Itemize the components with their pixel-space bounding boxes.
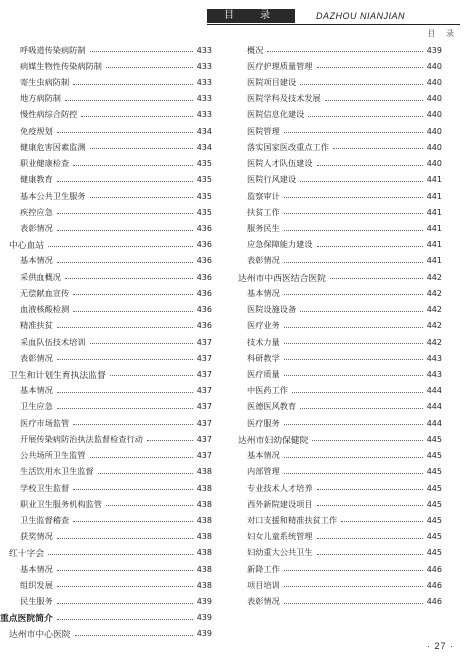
toc-entry-label: 医院学科及技术发展: [247, 93, 321, 104]
toc-entry-label: 科研教学: [247, 352, 280, 363]
toc-entry-label: 卫生和计划生育执法监督: [9, 370, 106, 381]
toc-entry-page: 444: [426, 418, 442, 428]
toc-entry-page: 445: [426, 434, 442, 444]
dot-leader: [300, 407, 423, 409]
dot-leader: [317, 66, 423, 68]
toc-entry-label: 组织发展: [20, 579, 53, 590]
toc-entry-label: 监察审计: [247, 190, 280, 201]
dot-leader: [317, 164, 423, 166]
toc-entry-label: 医院项目建设: [247, 77, 297, 88]
toc-entry[interactable]: [0, 91, 212, 107]
dot-leader: [110, 374, 193, 376]
dot-leader: [75, 634, 193, 636]
toc-entry-page: 437: [196, 434, 212, 444]
toc-entry-page: 436: [196, 272, 212, 282]
dot-leader: [57, 180, 193, 182]
toc-entry-page: 433: [196, 94, 212, 104]
toc-entry[interactable]: [235, 139, 442, 155]
toc-entry-label: 表彰情况: [247, 255, 280, 266]
toc-entry-label: 中心血站: [9, 241, 45, 252]
dot-leader: [57, 407, 193, 409]
toc-entry-label: 表彰情况: [247, 596, 280, 607]
toc-entry-page: 438: [196, 580, 212, 590]
toc-entry-page: 433: [196, 61, 212, 71]
dot-leader: [73, 488, 193, 490]
dot-leader: [73, 520, 193, 522]
toc-entry-page: 440: [426, 110, 442, 120]
toc-entry-label: 妇女儿童系统管理: [247, 531, 313, 542]
dot-leader: [57, 585, 193, 587]
toc-entry[interactable]: [235, 302, 442, 318]
dot-leader: [284, 423, 423, 425]
toc-entry-label: 采供血概况: [20, 271, 61, 282]
toc-entry-label: 医疗质量: [247, 368, 280, 379]
toc-entry-label: 地方病防制: [20, 93, 61, 104]
toc-entry-label: 表彰情况: [20, 223, 53, 234]
toc-entry[interactable]: [0, 561, 212, 577]
toc-entry-page: 439: [196, 597, 212, 607]
toc-entry[interactable]: [0, 431, 212, 447]
toc-entry[interactable]: [235, 545, 442, 561]
dot-leader: [284, 326, 423, 328]
dot-leader: [73, 423, 193, 425]
toc-entry-label: 基本情况: [247, 287, 280, 298]
toc-entry[interactable]: [0, 334, 212, 350]
toc-entry-label: 项目培训: [247, 579, 280, 590]
toc-entry-page: 442: [426, 288, 442, 298]
dot-leader: [57, 131, 193, 133]
toc-entry[interactable]: [0, 302, 212, 318]
toc-entry-page: 445: [426, 483, 442, 493]
toc-entry-label: 基本公共卫生服务: [20, 190, 86, 201]
toc-entry-page: 437: [196, 386, 212, 396]
dot-leader: [57, 537, 193, 539]
toc-entry-label: 服务民生: [247, 223, 280, 234]
toc-entry-page: 436: [196, 288, 212, 298]
toc-entry-label: 达州市中西医结合医院: [238, 273, 326, 284]
toc-entry-label: 获奖情况: [20, 531, 53, 542]
toc-entry-label: 西外新院建设项目: [247, 498, 313, 509]
toc-entry-page: 442: [426, 337, 442, 347]
dot-leader: [300, 180, 423, 182]
toc-entry-page: 439: [196, 613, 212, 623]
toc-entry[interactable]: [0, 512, 212, 528]
toc-entry-page: 435: [196, 191, 212, 201]
dot-leader: [106, 66, 193, 68]
toc-entry-page: 438: [196, 532, 212, 542]
toc-entry-page: 436: [196, 224, 212, 234]
toc-entry-page: 433: [196, 45, 212, 55]
toc-entry[interactable]: [0, 139, 212, 155]
toc-entry-label: 健康危害因素监测: [20, 141, 86, 152]
toc-entry-label: 采血队伍技术培训: [20, 336, 86, 347]
toc-entry[interactable]: [0, 577, 212, 593]
toc-entry-label: 医院人才队伍建设: [247, 158, 313, 169]
toc-entry[interactable]: [235, 561, 442, 577]
toc-entry[interactable]: [235, 237, 442, 253]
dot-leader: [300, 310, 423, 312]
toc-section-heading[interactable]: [0, 545, 212, 561]
toc-entry[interactable]: [0, 42, 212, 58]
dot-leader: [73, 83, 193, 85]
dot-leader: [90, 50, 193, 52]
toc-entry-page: 446: [426, 564, 442, 574]
toc-entry[interactable]: [235, 464, 442, 480]
toc-entry-page: 434: [196, 142, 212, 152]
dot-leader: [57, 212, 193, 214]
toc-entry-page: 438: [196, 515, 212, 525]
toc-section-heading[interactable]: [0, 610, 212, 626]
toc-entry-page: 437: [196, 337, 212, 347]
toc-entry-label: 技术力量: [247, 336, 280, 347]
header-title-box: [207, 9, 295, 23]
toc-entry[interactable]: [0, 204, 212, 220]
toc-entry-label: 内部管理: [247, 466, 280, 477]
toc-entry-page: 438: [196, 467, 212, 477]
toc-entry[interactable]: [0, 156, 212, 172]
toc-entry-page: 433: [196, 110, 212, 120]
toc-entry-label: 慢性病综合防控: [20, 109, 78, 120]
toc-entry-page: 441: [426, 175, 442, 185]
dot-leader: [317, 537, 423, 539]
toc-entry-page: 442: [426, 305, 442, 315]
toc-entry-label: 专业技术人才培养: [247, 482, 313, 493]
toc-entry-page: 436: [196, 240, 212, 250]
toc-entry-page: 441: [426, 224, 442, 234]
toc-entry[interactable]: [235, 318, 442, 334]
toc-entry-page: 440: [426, 142, 442, 152]
toc-entry-label: 开展传染病防治执法监督检查行动: [20, 433, 143, 444]
toc-column-left: [0, 42, 212, 642]
running-header: [207, 9, 460, 23]
toc-entry-page: 433: [196, 78, 212, 88]
toc-entry[interactable]: [0, 593, 212, 609]
toc-entry[interactable]: [235, 58, 442, 74]
toc-entry-label: 医疗护理质量管理: [247, 60, 313, 71]
dot-leader: [284, 342, 423, 344]
toc-entry[interactable]: [235, 107, 442, 123]
header-title: 目 录: [224, 10, 278, 21]
toc-entry[interactable]: [0, 350, 212, 366]
toc-entry[interactable]: [0, 529, 212, 545]
toc-entry-label: 无偿献血宣传: [20, 287, 70, 298]
toc-entry-label: 医德医风教育: [247, 401, 297, 412]
toc-entry-page: 445: [426, 499, 442, 509]
dot-leader: [90, 342, 193, 344]
toc-entry-label: 扶贫工作: [247, 206, 280, 217]
toc-entry-page: 440: [426, 126, 442, 136]
dot-leader: [284, 358, 423, 360]
dot-leader: [147, 439, 193, 441]
toc-entry-label: 医院信息化建设: [247, 109, 305, 120]
toc-entry-label: 红十字会: [9, 549, 45, 560]
toc-entry[interactable]: [0, 415, 212, 431]
dot-leader: [284, 229, 423, 231]
toc-entry-label: 基本情况: [20, 563, 53, 574]
toc-section-heading[interactable]: [0, 237, 212, 253]
toc-entry[interactable]: [0, 74, 212, 90]
toc-entry[interactable]: [0, 123, 212, 139]
dot-leader: [325, 99, 423, 101]
dot-leader: [57, 229, 193, 231]
toc-section-heading[interactable]: [235, 431, 442, 447]
toc-entry-label: 对口支援和精准扶贫工作: [247, 514, 338, 525]
toc-entry-label: 疾控应急: [20, 206, 53, 217]
dot-leader: [48, 553, 193, 555]
toc-entry[interactable]: [0, 447, 212, 463]
toc-entry[interactable]: [235, 366, 442, 382]
dot-leader: [90, 456, 193, 458]
toc-entry[interactable]: [0, 285, 212, 301]
dot-leader: [48, 245, 193, 247]
toc-entry[interactable]: [235, 123, 442, 139]
toc-entry[interactable]: [235, 496, 442, 512]
toc-entry-label: 病媒生物性传染病防制: [20, 60, 102, 71]
toc-entry[interactable]: [235, 415, 442, 431]
toc-entry[interactable]: [235, 399, 442, 415]
toc-entry-label: 学校卫生监督: [20, 482, 70, 493]
toc-entry-page: 440: [426, 61, 442, 71]
dot-leader: [330, 277, 423, 279]
toc-entry-label: 应急保障能力建设: [247, 239, 313, 250]
toc-entry-page: 445: [426, 467, 442, 477]
dot-leader: [308, 115, 422, 117]
toc-entry[interactable]: [235, 188, 442, 204]
toc-entry-page: 441: [426, 207, 442, 217]
dot-leader: [284, 261, 423, 263]
running-title: DAZHOU NIANJIAN: [316, 11, 406, 21]
toc-entry[interactable]: [235, 480, 442, 496]
toc-entry-label: 血液核酸检测: [20, 304, 70, 315]
dot-leader: [284, 293, 423, 295]
toc-entry-page: 442: [426, 272, 442, 282]
toc-entry[interactable]: [0, 496, 212, 512]
toc-entry-page: 446: [426, 580, 442, 590]
toc-entry-page: 437: [196, 369, 212, 379]
toc-entry[interactable]: [235, 447, 442, 463]
dot-leader: [284, 131, 423, 133]
toc-entry-page: 444: [426, 386, 442, 396]
toc-section-heading[interactable]: [0, 366, 212, 382]
toc-entry[interactable]: [0, 188, 212, 204]
dot-leader: [57, 261, 193, 263]
dot-leader: [284, 374, 423, 376]
toc-entry[interactable]: [0, 172, 212, 188]
dot-leader: [284, 602, 423, 604]
dot-leader: [57, 391, 193, 393]
toc-entry-page: 437: [196, 418, 212, 428]
toc-entry-label: 基本情况: [247, 450, 280, 461]
toc-entry-label: 职业卫生服务机构监管: [20, 498, 102, 509]
toc-entry-page: 436: [196, 321, 212, 331]
toc-entry-label: 基本情况: [20, 385, 53, 396]
toc-entry-label: 寄生虫病防制: [20, 77, 70, 88]
dot-leader: [57, 358, 193, 360]
dot-leader: [284, 585, 423, 587]
header-rule: [207, 24, 460, 25]
toc-entry-label: 民生服务: [20, 596, 53, 607]
toc-entry-label: 医院行风建设: [247, 174, 297, 185]
toc-entry-page: 438: [196, 564, 212, 574]
toc-entry-label: 职业健康检查: [20, 158, 70, 169]
toc-entry-label: 生活饮用水卫生监督: [20, 466, 94, 477]
toc-entry[interactable]: [0, 269, 212, 285]
toc-entry-label: 医疗市场监管: [20, 417, 70, 428]
toc-entry-page: 444: [426, 402, 442, 412]
toc-entry-page: 438: [196, 483, 212, 493]
dot-leader: [284, 472, 423, 474]
toc-entry-page: 446: [426, 597, 442, 607]
toc-entry[interactable]: [235, 285, 442, 301]
toc-entry[interactable]: [235, 383, 442, 399]
dot-leader: [317, 488, 423, 490]
dot-leader: [81, 115, 192, 117]
toc-entry-page: 437: [196, 353, 212, 363]
toc-entry-label: 概况: [247, 44, 264, 55]
toc-entry[interactable]: [235, 577, 442, 593]
toc-entry-page: 443: [426, 369, 442, 379]
toc-entry-label: 重点医院简介: [0, 614, 53, 625]
toc-entry-label: 新降工作: [247, 563, 280, 574]
toc-entry-page: 436: [196, 256, 212, 266]
toc-column-right: [235, 42, 442, 610]
toc-entry[interactable]: [235, 220, 442, 236]
toc-entry-page: 445: [426, 548, 442, 558]
page-number: · 27 ·: [426, 641, 454, 651]
dot-leader: [106, 504, 193, 506]
dot-leader: [73, 310, 193, 312]
toc-entry-page: 441: [426, 191, 442, 201]
toc-entry[interactable]: [0, 107, 212, 123]
dot-leader: [98, 472, 193, 474]
dot-leader: [267, 50, 422, 52]
toc-entry-label: 医疗业务: [247, 320, 280, 331]
toc-entry-page: 437: [196, 451, 212, 461]
toc-entry-label: 达州市妇幼保健院: [238, 435, 309, 446]
toc-entry-page: 438: [196, 548, 212, 558]
toc-entry-page: 445: [426, 532, 442, 542]
toc-entry-label: 达州市中心医院: [9, 630, 71, 641]
dot-leader: [90, 196, 193, 198]
toc-entry-label: 精准扶贫: [20, 320, 53, 331]
toc-entry-label: 呼吸道传染病防制: [20, 44, 86, 55]
toc-entry[interactable]: [235, 253, 442, 269]
toc-entry-page: 440: [426, 159, 442, 169]
toc-entry[interactable]: [0, 220, 212, 236]
toc-entry-label: 卫生监督稽查: [20, 514, 70, 525]
toc-entry-page: 437: [196, 402, 212, 412]
toc-entry-page: 445: [426, 515, 442, 525]
dot-leader: [284, 569, 423, 571]
toc-entry-page: 443: [426, 353, 442, 363]
toc-entry-page: 435: [196, 207, 212, 217]
toc-section-heading[interactable]: [0, 626, 212, 642]
dot-leader: [317, 504, 423, 506]
toc-entry-label: 落实国家医改重点工作: [247, 141, 329, 152]
header-sub-label: 目 录: [427, 29, 458, 38]
dot-leader: [57, 569, 193, 571]
toc-entry-label: 妇幼重大公共卫生: [247, 547, 313, 558]
dot-leader: [341, 520, 423, 522]
toc-entry-label: 卫生应急: [20, 401, 53, 412]
toc-entry-label: 医疗服务: [247, 417, 280, 428]
toc-entry-page: 441: [426, 256, 442, 266]
toc-entry[interactable]: [235, 172, 442, 188]
toc-entry-label: 医院设施设备: [247, 304, 297, 315]
toc-entry[interactable]: [0, 318, 212, 334]
toc-entry-label: 健康教育: [20, 174, 53, 185]
toc-entry-label: 基本情况: [20, 255, 53, 266]
dot-leader: [284, 456, 423, 458]
toc-entry[interactable]: [235, 593, 442, 609]
toc-entry-page: 436: [196, 305, 212, 315]
toc-entry-label: 中医药工作: [247, 385, 288, 396]
toc-entry-page: 439: [196, 629, 212, 639]
dot-leader: [65, 99, 193, 101]
dot-leader: [57, 326, 193, 328]
toc-entry[interactable]: [0, 464, 212, 480]
dot-leader: [292, 391, 423, 393]
toc-entry-page: 440: [426, 78, 442, 88]
toc-entry[interactable]: [0, 399, 212, 415]
toc-entry-page: 440: [426, 94, 442, 104]
dot-leader: [65, 277, 193, 279]
dot-leader: [90, 147, 193, 149]
toc-entry[interactable]: [0, 480, 212, 496]
dot-leader: [312, 439, 422, 441]
toc-entry-page: 441: [426, 240, 442, 250]
toc-entry[interactable]: [235, 42, 442, 58]
toc-entry[interactable]: [235, 91, 442, 107]
dot-leader: [284, 212, 423, 214]
toc-entry-label: 表彰情况: [20, 352, 53, 363]
toc-section-heading[interactable]: [235, 269, 442, 285]
dot-leader: [317, 553, 423, 555]
dot-leader: [284, 196, 423, 198]
toc-entry-label: 医院管理: [247, 125, 280, 136]
dot-leader: [73, 164, 193, 166]
toc-entry[interactable]: [235, 74, 442, 90]
dot-leader: [333, 147, 423, 149]
dot-leader: [57, 618, 193, 620]
toc-entry-label: 免疫规划: [20, 125, 53, 136]
toc-entry[interactable]: [0, 383, 212, 399]
toc-entry-page: 435: [196, 175, 212, 185]
toc-entry-page: 438: [196, 499, 212, 509]
toc-entry-page: 435: [196, 159, 212, 169]
toc-entry[interactable]: [235, 512, 442, 528]
toc-entry[interactable]: [0, 253, 212, 269]
dot-leader: [317, 245, 423, 247]
toc-entry[interactable]: [235, 350, 442, 366]
toc-entry[interactable]: [0, 58, 212, 74]
toc-entry-page: 439: [426, 45, 442, 55]
toc-entry[interactable]: [235, 529, 442, 545]
toc-entry[interactable]: [235, 204, 442, 220]
dot-leader: [57, 602, 193, 604]
toc-entry-label: 公共场所卫生监管: [20, 450, 86, 461]
toc-entry-page: 445: [426, 451, 442, 461]
toc-entry-page: 434: [196, 126, 212, 136]
toc-entry[interactable]: [235, 156, 442, 172]
toc-entry-page: 442: [426, 321, 442, 331]
dot-leader: [73, 293, 193, 295]
toc-entry[interactable]: [235, 334, 442, 350]
dot-leader: [300, 83, 423, 85]
